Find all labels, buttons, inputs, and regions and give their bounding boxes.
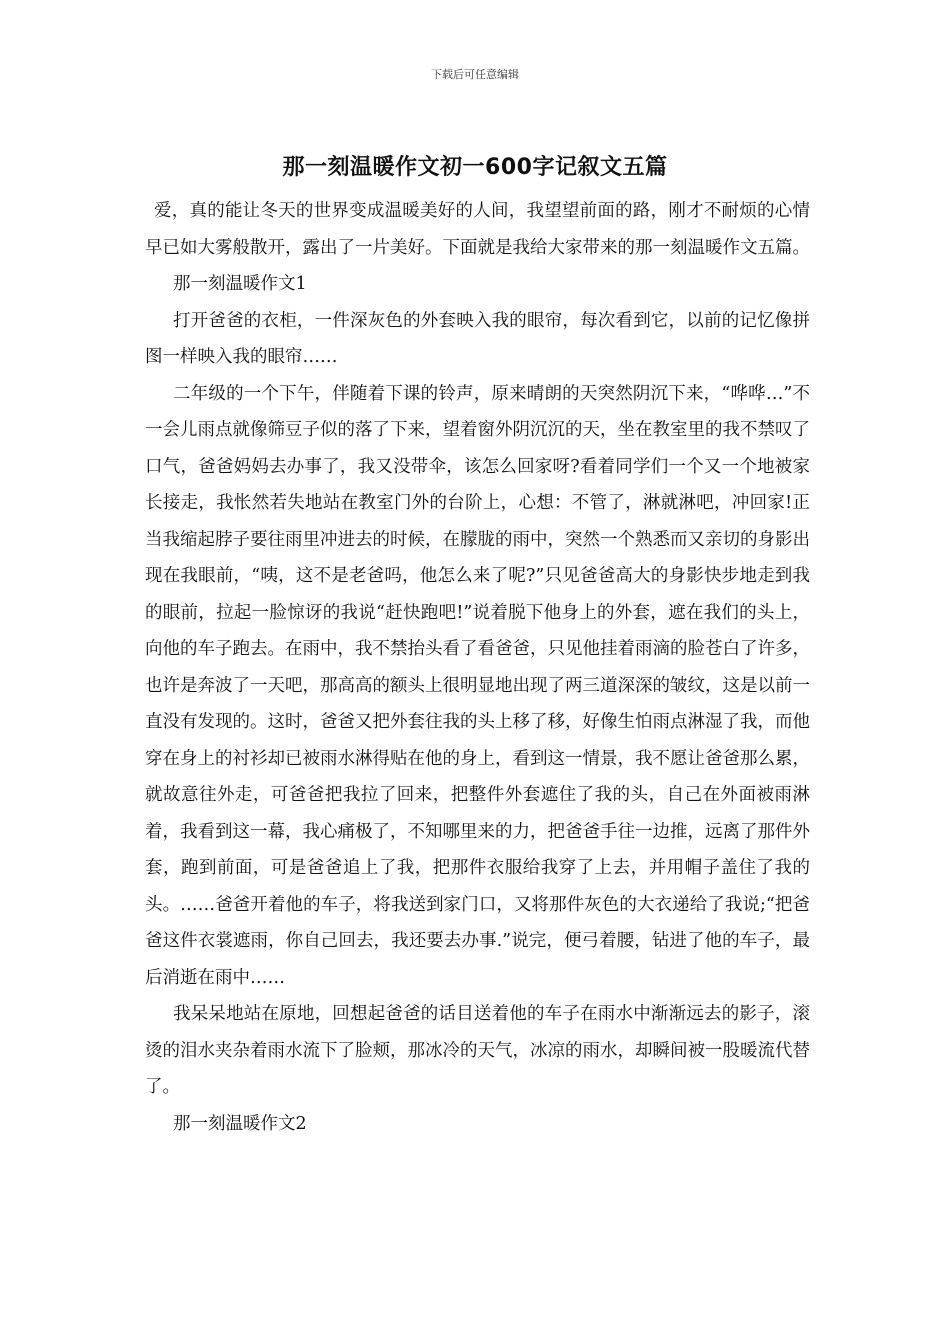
- section-heading-2: 那一刻温暖作文2: [173, 1113, 307, 1134]
- section-heading-1: 那一刻温暖作文1: [173, 274, 307, 294]
- intro-paragraph: 爱，真的能让冬天的世界变成温暖美好的人间，我望望前面的路，刚才不耐烦的心情早已如大雾般散开，露出了一片美好。下面就是我给大家带来的那一刻温暖作文五篇。: [145, 201, 810, 258]
- document-body: [145, 193, 810, 1142]
- body-paragraph: 我呆呆地站在原地，回想起爸爸的话目送着他的车子在雨水中渐渐远去的影子，滚烫的泪水夹杂着雨水流下了脸颊，那冰冷的天气，冰凉的雨水，却瞬间被一股暖流代替了。: [145, 1004, 810, 1097]
- body-paragraph: 二年级的一个下午，伴随着下课的铃声，原来晴朗的天突然阴沉下来，“哗哗…”不一会儿雨点就像筛豆子似的落了下来，望着窗外阴沉沉的天，坐在教室里的我不禁叹了口气，爸爸妈妈去办事了，我又没带伞，该怎么回家呀?看着同学们一个又一个地被家长接走，我怅然若失地站在教室门外的台阶上，心想：不管了，淋就淋吧，冲回家!正当我缩起脖子要往雨里冲进去的时候，在朦胧的雨中，突然一个熟悉而又亲切的身影出现在我眼前，“咦，这不是老爸吗，他怎么来了呢?”只见爸爸高大的身影快步地走到我的眼前，拉起一脸惊讶的我说“赶快跑吧!”说着脱下他身上的外套，遮在我们的头上，向他的车子跑去。在雨中，我不禁抬头看了看爸爸，只见他挂着雨滴的脸苍白了许多，也许是奔波了一天吧，那高高的额头上很明显地出现了两三道深深的皱纹，这是以前一直没有发现的。这时，爸爸又把外套往我的头上移了移，好像生怕雨点淋湿了我，而他穿在身上的衬衫却已被雨水淋得贴在他的身上，看到这一情景，我不愿让爸爸那么累，就故意往外走，可爸爸把我拉了回来，把整件外套遮住了我的头，自己在外面被雨淋着，我看到这一幕，我心痛极了，不知哪里来的力，把爸爸手往一边推，远离了那件外套，跑到前面，可是爸爸追上了我，把那件衣服给我穿了上去，并用帽子盖住了我的头。……爸爸开着他的车子，将我送到家门口，又将那件灰色的大衣递给了我说;“把爸爸这件衣裳遮雨，你自己回去，我还要去办事.”说完，便弓着腰，钻进了他的车子，最后消逝在雨中……: [145, 383, 810, 988]
- body-paragraph: 打开爸爸的衣柜，一件深灰色的外套映入我的眼帘，每次看到它，以前的记忆像拼图一样映入我的眼帘……: [145, 310, 810, 367]
- document-title: 那一刻温暖作文初一600字记叙文五篇: [282, 155, 668, 180]
- header-note: 下载后可任意编辑: [431, 68, 519, 81]
